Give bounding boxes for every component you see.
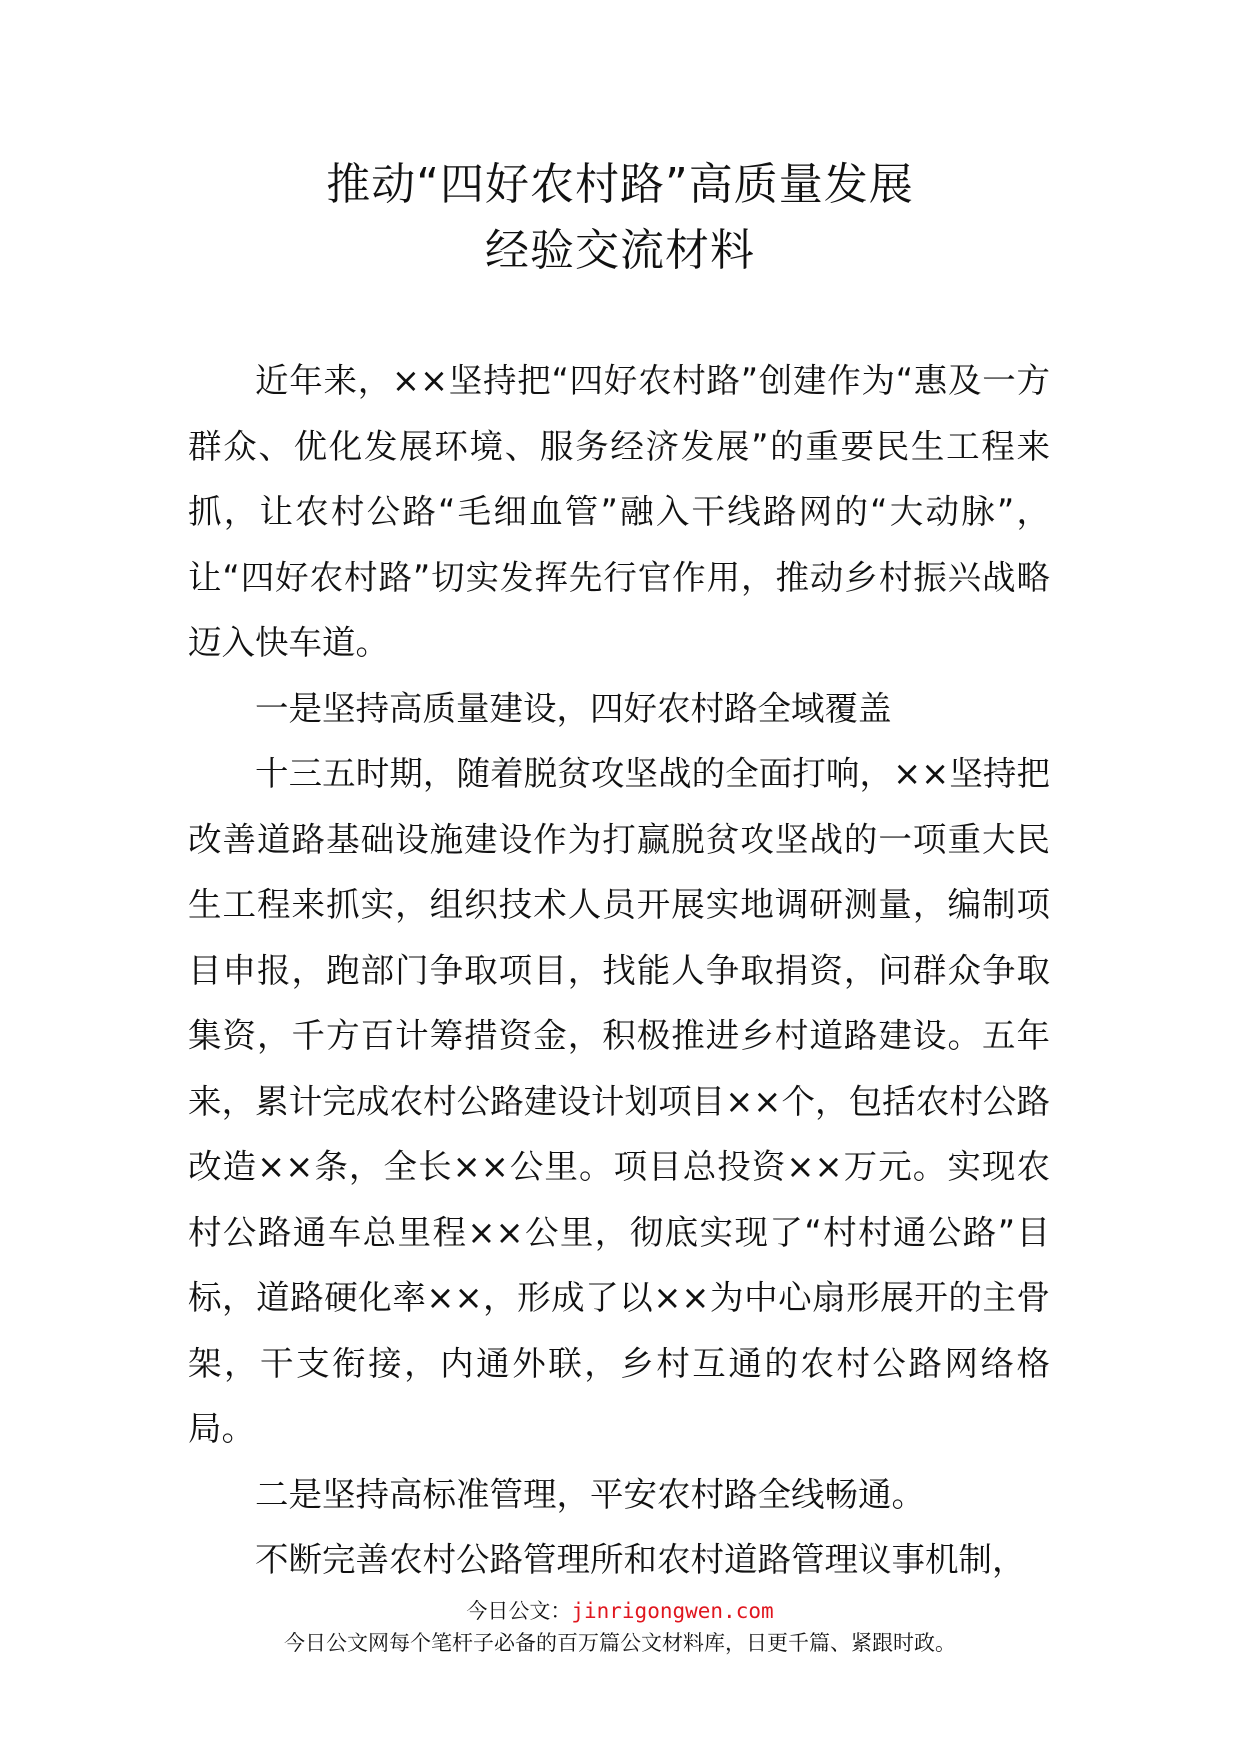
paragraph-intro: 近年来，××坚持把“四好农村路”创建作为“惠及一方群众、优化发展环境、服务经济发展”的重要民生工程来抓，让农村公路“毛细血管”融入干线路网的“大动脉”，让“四好农村路”切实发挥先行官作用，推动乡村振兴战略迈入快车道。 [188, 361, 1050, 662]
document-body [188, 348, 1050, 1593]
footer-source [0, 1596, 1240, 1626]
section-heading-2: 二是坚持高标准管理，平安农村路全线畅通。 [255, 1474, 925, 1514]
document-title-line-2: 经验交流材料 [485, 225, 755, 276]
section-heading-1: 一是坚持高质量建设，四好农村路全域覆盖 [255, 688, 892, 728]
document-title-line-1: 推动“四好农村路”高质量发展 [326, 159, 914, 210]
footer-label: 今日公文： [466, 1599, 572, 1623]
footer-site-link[interactable]: jinrigongwen.com [571, 1599, 774, 1623]
paragraph-section-2: 不断完善农村公路管理所和农村道路管理议事机制， [255, 1540, 1026, 1579]
footer-slogan: 今日公文网每个笔杆子必备的百万篇公文材料库，日更千篇、紧跟时政。 [284, 1631, 956, 1655]
paragraph-section-1: 十三五时期，随着脱贫攻坚战的全面打响，××坚持把改善道路基础设施建设作为打赢脱贫攻坚战的一项重大民生工程来抓实，组织技术人员开展实地调研测量，编制项目申报，跑部门争取项目，找能人争取捐资，问群众争取集资，千方百计筹措资金，积极推进乡村道路建设。五年来，累计完成农村公路建设计划项目××个，包括农村公路改造××条，全长××公里。项目总投资××万元。实现农村公路通车总里程××公里，彻底实现了“村村通公路”目标，道路硬化率××，形成了以××为中心扇形展开的主骨架，干支衔接，内通外联，乡村互通的农村公路网络格局。 [188, 754, 1050, 1448]
